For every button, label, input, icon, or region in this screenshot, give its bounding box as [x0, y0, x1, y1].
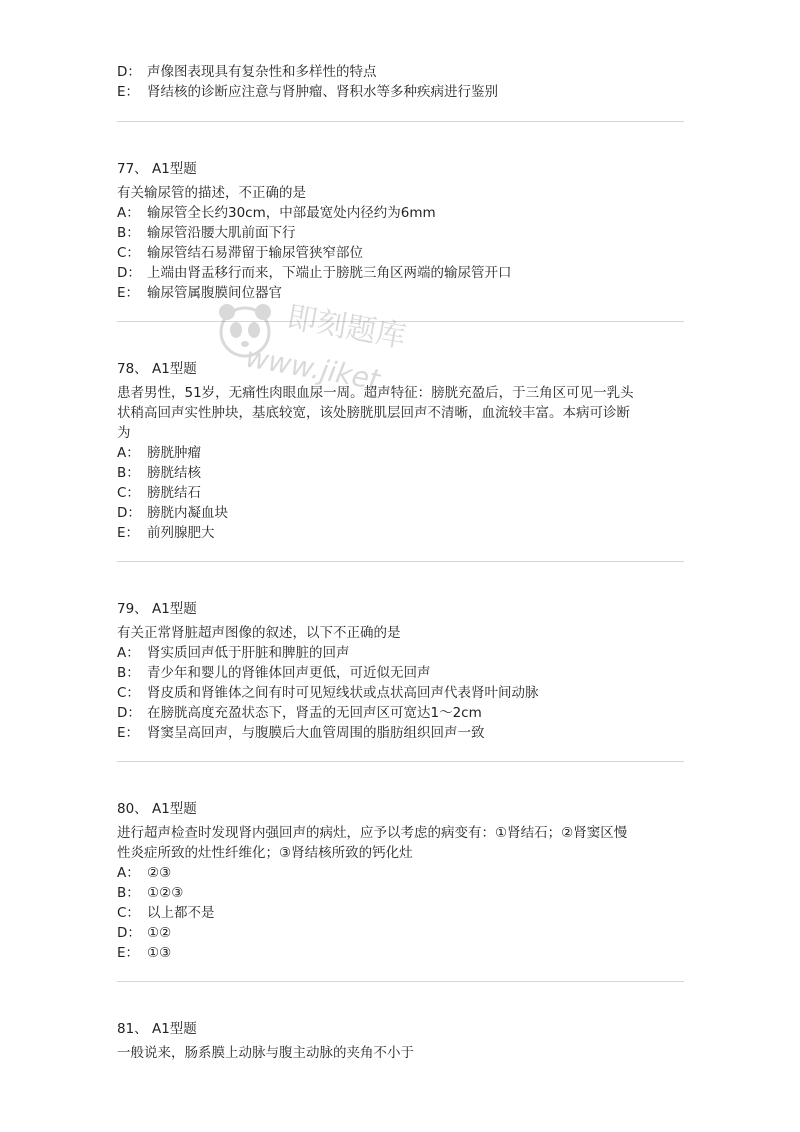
panda-logo-icon: [215, 300, 275, 360]
option-c: C： 肾皮质和肾锥体之间有时可见短线状或点状高回声代表肾叶间动脉: [117, 685, 539, 701]
question-stem: 有关正常肾脏超声图像的叙述，以下不正确的是: [117, 625, 401, 641]
question-stem-line: 为: [117, 425, 131, 441]
option-d: D： ①②: [117, 925, 172, 941]
option-b: B： 输尿管沿腰大肌前面下行: [117, 225, 296, 241]
question-header: 80、 A1型题: [117, 801, 197, 817]
option-c: C： 输尿管结石易滞留于输尿管狭窄部位: [117, 245, 363, 261]
divider: [117, 981, 684, 982]
question-header: 77、 A1型题: [117, 161, 197, 177]
divider: [117, 761, 684, 762]
option-d: D： 声像图表现具有复杂性和多样性的特点: [117, 64, 377, 80]
question-header: 78、 A1型题: [117, 361, 197, 377]
watermark-url: www.jiket: [243, 340, 383, 397]
option-a: A： 输尿管全长约30cm，中部最宽处内径约为6mm: [117, 205, 436, 221]
option-b: B： 膀胱结核: [117, 465, 201, 481]
question-stem-line: 患者男性，51岁，无痛性肉眼血尿一周。超声特征：膀胱充盈后，于三角区可见一乳头: [117, 385, 634, 401]
divider: [117, 121, 684, 122]
option-e: E： 前列腺肥大: [117, 525, 215, 541]
question-stem-line: 状稍高回声实性肿块，基底较宽，该处膀胱肌层回声不清晰，血流较丰富。本病可诊断: [117, 405, 630, 421]
option-c: C： 膀胱结石: [117, 485, 201, 501]
divider: [117, 561, 684, 562]
option-a: A： ②③: [117, 865, 172, 881]
option-e: E： 肾窦呈高回声，与腹膜后大血管周围的脂肪组织回声一致: [117, 725, 485, 741]
divider: [117, 321, 684, 322]
question-stem: 有关输尿管的描述，不正确的是: [117, 185, 306, 201]
option-e: E： ①③: [117, 945, 172, 961]
option-d: D： 上端由肾盂移行而来，下端止于膀胱三角区两端的输尿管开口: [117, 265, 512, 281]
question-header: 81、 A1型题: [117, 1021, 197, 1037]
option-a: A： 肾实质回声低于肝脏和脾脏的回声: [117, 645, 350, 661]
question-stem-line: 性炎症所致的灶性纤维化；③肾结核所致的钙化灶: [117, 845, 413, 861]
question-stem: 一般说来，肠系膜上动脉与腹主动脉的夹角不小于: [117, 1045, 414, 1061]
option-d: D： 膀胱内凝血块: [117, 505, 228, 521]
option-b: B： 青少年和婴儿的肾锥体回声更低，可近似无回声: [117, 665, 431, 681]
question-stem-line: 进行超声检查时发现肾内强回声的病灶，应予以考虑的病变有：①肾结石；②肾窦区慢: [117, 825, 628, 841]
option-c: C： 以上都不是: [117, 905, 215, 921]
option-d: D： 在膀胱高度充盈状态下，肾盂的无回声区可宽达1～2cm: [117, 705, 482, 721]
option-e: E： 肾结核的诊断应注意与肾肿瘤、肾积水等多种疾病进行鉴别: [117, 84, 498, 100]
option-b: B： ①②③: [117, 885, 184, 901]
question-header: 79、 A1型题: [117, 601, 197, 617]
option-e: E： 输尿管属腹膜间位器官: [117, 285, 282, 301]
watermark-brand: 即刻题库: [284, 299, 409, 356]
option-a: A： 膀胱肿瘤: [117, 445, 201, 461]
